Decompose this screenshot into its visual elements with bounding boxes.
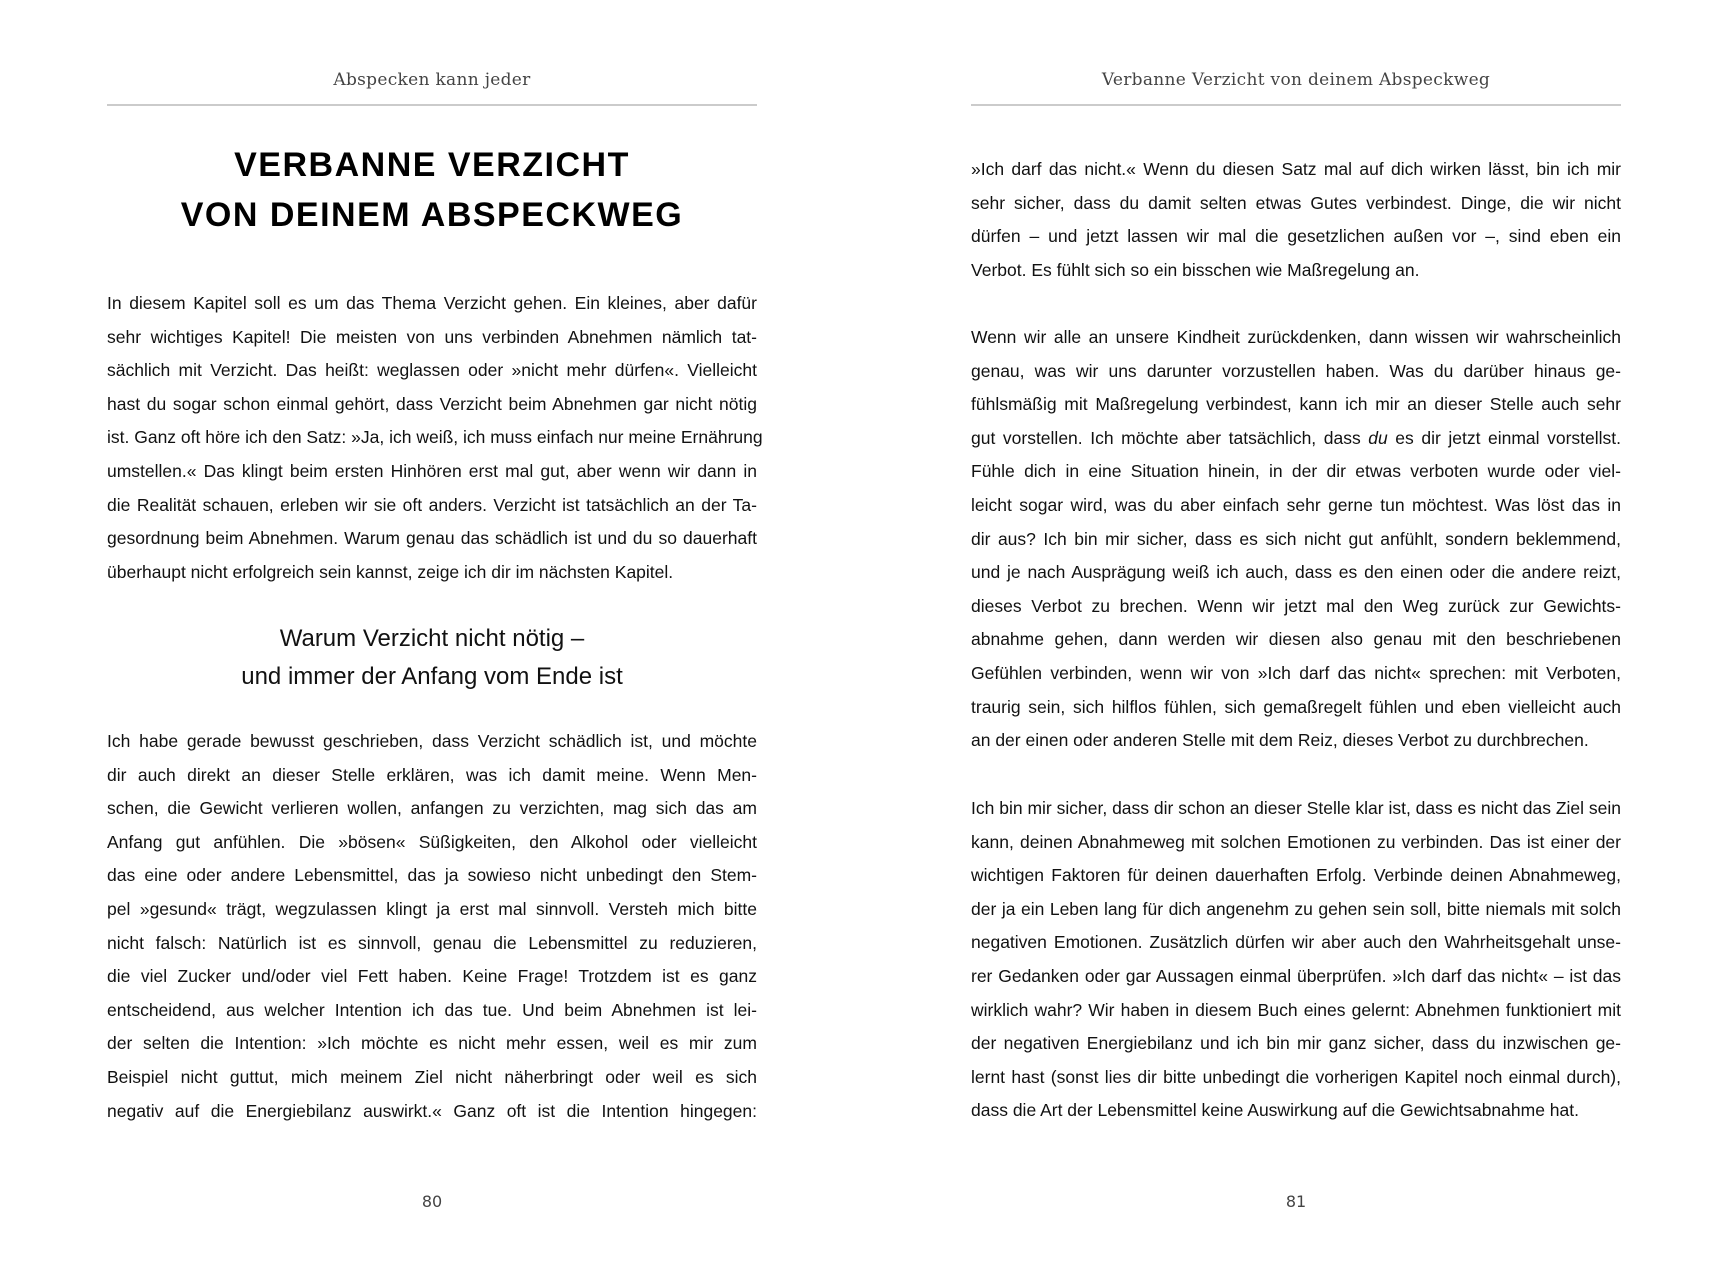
header-rule-right xyxy=(971,104,1621,106)
paragraph-2 xyxy=(971,321,1621,758)
text-line: Verbot. Es fühlt sich so ein bisschen wie Maßregelung an. xyxy=(971,259,1420,280)
text-line: ist. Ganz oft höre ich den Satz: »Ja, ich weiß, ich muss einfach nur meine Ernährung xyxy=(107,427,763,448)
text-line: Anfang gut anfühlen. Die »bösen« Süßigkeiten, den Alkohol oder vielleicht xyxy=(107,831,757,852)
text-line: hast du sogar schon einmal gehört, dass Verzicht beim Abnehmen gar nicht nötig xyxy=(107,393,757,414)
text-line: Ich bin mir sicher, dass dir schon an dieser Stelle klar ist, dass es nicht das Ziel sein xyxy=(971,798,1621,818)
text-line: und je nach Ausprägung weiß ich auch, dass es den einen oder die andere reizt, xyxy=(971,562,1621,583)
subheading-line: Warum Verzicht nicht nötig – xyxy=(279,625,585,652)
text-line: dir aus? Ich bin mir sicher, dass es sich nicht gut anfühlt, sondern beklemmend, xyxy=(971,528,1621,549)
left-page xyxy=(107,0,763,1270)
right-page xyxy=(971,0,1621,1270)
text-line: negativ auf die Energiebilanz auswirkt.« Ganz oft ist die Intention hingegen: xyxy=(107,1100,757,1121)
text-line: sächlich mit Verzicht. Das heißt: weglassen oder »nicht mehr dürfen«. Vielleicht xyxy=(107,360,757,381)
text-line: »Ich darf das nicht.« Wenn du diesen Satz mal auf dich wirken lässt, bin ich mir xyxy=(971,159,1621,179)
text-line: schen, die Gewicht verlieren wollen, anfangen zu verzichten, mag sich das am xyxy=(107,798,757,819)
text-line: umstellen.« Das klingt beim ersten Hinhören erst mal gut, aber wenn wir dann in xyxy=(107,460,757,481)
text-line: lernt hast (sonst lies dir bitte unbedingt die vorherigen Kapitel noch einmal durch), xyxy=(971,1066,1621,1087)
text-line: der negativen Energiebilanz und ich bin mir ganz sicher, dass du inzwischen ge- xyxy=(971,1033,1621,1054)
text-line: traurig sein, sich hilflos fühlen, sich gemaßregelt fühlen und eben vielleicht auch xyxy=(971,696,1621,717)
emphasis: du xyxy=(1368,427,1388,448)
text-line: negativen Emotionen. Zusätzlich dürfen wir aber auch den Wahrheitsgehalt unse- xyxy=(971,932,1621,953)
page-number-left: 80 xyxy=(421,1192,443,1211)
text-line: an der einen oder anderen Stelle mit dem Reiz, dieses Verbot zu durchbrechen. xyxy=(971,730,1589,751)
text-line: kann, deinen Abnahmeweg mit solchen Emotionen zu verbinden. Das ist einer der xyxy=(971,831,1621,852)
text-line: nicht falsch: Natürlich ist es sinnvoll, genau die Lebensmittel zu reduzieren, xyxy=(107,932,757,953)
text-line: wichtigen Faktoren für deinen dauerhaften Erfolg. Verbinde deinen Abnahmeweg, xyxy=(971,865,1621,886)
intro-paragraph xyxy=(107,287,763,589)
text-line: sehr wichtiges Kapitel! Die meisten von uns verbinden Abnehmen nämlich tat- xyxy=(107,326,757,347)
text-line: Wenn wir alle an unsere Kindheit zurückdenken, dann wissen wir wahrscheinlich xyxy=(971,327,1621,347)
text-line: entscheidend, aus welcher Intention ich das tue. Und beim Abnehmen ist lei- xyxy=(107,999,757,1020)
text-line: abnahme gehen, dann werden wir diesen also genau mit den beschriebenen xyxy=(971,629,1621,650)
text-line: Beispiel nicht guttut, mich meinem Ziel nicht näherbringt oder weil es sich xyxy=(107,1066,757,1087)
text-line: wirklich wahr? Wir haben in diesem Buch eines gelernt: Abnehmen funktioniert mit xyxy=(971,999,1621,1020)
section-subheading xyxy=(107,620,757,696)
text-line: dürfen – und jetzt lassen wir mal die gesetzlichen außen vor –, sind eben ein xyxy=(971,226,1621,247)
chapter-title-line: VERBANNE VERZICHT xyxy=(234,146,630,184)
text-line: das eine oder andere Lebensmittel, das ja sowieso nicht unbedingt den Stem- xyxy=(107,865,757,886)
text-line: dir auch direkt an dieser Stelle erklären, was ich damit meine. Wenn Men- xyxy=(107,764,757,785)
text-line: Fühle dich in eine Situation hinein, in der dir etwas verboten wurde oder viel- xyxy=(971,461,1621,482)
paragraph-3 xyxy=(971,792,1621,1128)
page-number-right: 81 xyxy=(1285,1192,1307,1211)
second-paragraph xyxy=(107,725,757,1128)
text-line: Gefühlen verbinden, wenn wir von »Ich darf das nicht« sprechen: mit Verboten, xyxy=(971,662,1621,683)
text-line: gesordnung beim Abnehmen. Warum genau das schädlich ist und du so dauerhaft xyxy=(107,528,757,549)
text-line: Ich habe gerade bewusst geschrieben, dass Verzicht schädlich ist, und möchte xyxy=(107,731,757,751)
text-line: gut vorstellen. Ich möchte aber tatsächlich, dass du es dir jetzt einmal vorstellst. xyxy=(971,427,1622,448)
text-line: rer Gedanken oder gar Aussagen einmal überprüfen. »Ich darf das nicht« – ist das xyxy=(971,965,1621,986)
text-line: sehr sicher, dass du damit selten etwas Gutes verbindest. Dinge, die wir nicht xyxy=(971,192,1621,213)
text-line: der ja ein Leben lang für dich angenehm zu gehen sein soll, bitte niemals mit solch xyxy=(971,898,1621,919)
paragraph-1 xyxy=(971,153,1621,287)
chapter-title-line: VON DEINEM ABSPECKWEG xyxy=(180,196,684,234)
text-line: der selten die Intention: »Ich möchte es nicht mehr essen, weil es mir zum xyxy=(107,1033,757,1054)
text-line: überhaupt nicht erfolgreich sein kannst, zeige ich dir im nächsten Kapitel. xyxy=(107,561,674,582)
text-line: die viel Zucker und/oder viel Fett haben. Keine Frage! Trotzdem ist es ganz xyxy=(107,966,757,987)
text-line: genau, was wir uns darunter vorzustellen haben. Was du darüber hinaus ge- xyxy=(971,360,1621,381)
text-line: die Realität schauen, erleben wir sie oft anders. Verzicht ist tatsächlich an der Ta- xyxy=(107,494,757,515)
text-line: fühlsmäßig mit Maßregelung verbindest, kann ich mir an dieser Stelle auch sehr xyxy=(971,394,1621,415)
chapter-title xyxy=(107,140,757,240)
subheading-line: und immer der Anfang vom Ende ist xyxy=(241,663,623,690)
text-line: In diesem Kapitel soll es um das Thema Verzicht gehen. Ein kleines, aber dafür xyxy=(107,293,757,313)
text-line: dass die Art der Lebensmittel keine Auswirkung auf die Gewichtsabnahme hat. xyxy=(971,1100,1579,1121)
header-rule-left xyxy=(107,104,757,106)
running-head-left: Abspecken kann jeder xyxy=(333,70,531,90)
text-line: pel »gesund« trägt, wegzulassen klingt ja erst mal sinnvoll. Versteh mich bitte xyxy=(107,898,757,919)
text-line: leicht sogar wird, was du aber einfach sehr gerne tun möchtest. Was löst das in xyxy=(971,494,1621,515)
text-line: dieses Verbot zu brechen. Wenn wir jetzt mal den Weg zurück zur Gewichts- xyxy=(971,595,1621,616)
running-head-right: Verbanne Verzicht von deinem Abspeckweg xyxy=(1101,70,1491,90)
